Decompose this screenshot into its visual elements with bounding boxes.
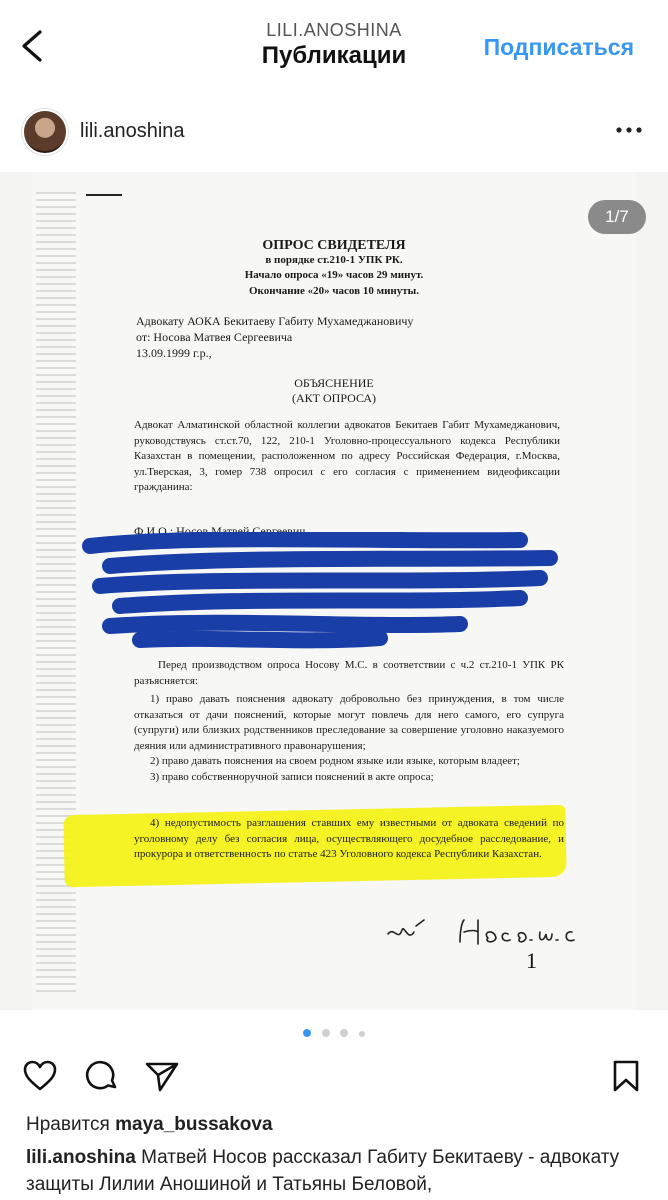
like-heart-icon[interactable]: [22, 1058, 58, 1094]
caption-text: Матвей Носов рассказал Габиту Бекитаеву - адвокату защиты Лилии Аношиной и Татьяны Беловой,: [26, 1147, 620, 1195]
doc-fio: Ф.И.О.: Носов Матвей Сергеевич: [134, 524, 306, 538]
more-options-icon[interactable]: [614, 120, 644, 140]
handwritten-signature: [384, 912, 604, 956]
doc-from: от: Носова Матвея Сергеевича: [136, 330, 293, 344]
post-image-document[interactable]: [0, 172, 668, 1010]
doc-intro-paragraph: Адвокат Алматинской областной коллегии адвокатов Бекитаев Габит Мухамеджанович, руководствуясь ст.ст.70, 122, 210-1 Уголовно-процессуального кодекса Республики Казахстан в помещении, расположенном по адресу Российская Федерация, г.Москва, ул.Тверская, 3, гомер 738 опросил с его согласия с применением видеофиксации гражданина:: [134, 419, 560, 493]
doc-addressee: Адвокату АОКА Бекитаеву Габиту Мухамеджановичу: [136, 314, 414, 328]
doc-before-paragraph: Перед производством опроса Носову М.С. в соответствии с ч.2 ст.210-1 УПК РК разъясняется:: [134, 659, 564, 687]
top-bar: [0, 0, 668, 92]
doc-start-time: Начало опроса «19» часов 29 минут.: [244, 269, 424, 281]
carousel-dot-active: [303, 1029, 311, 1037]
redaction-scribble: [80, 532, 560, 652]
doc-right-3: 3) право собственноручной записи пояснений в акте опроса;: [150, 770, 434, 783]
doc-right-1: 1) право давать пояснения адвокату добровольно без принуждения, в том числе отказаться от дачи пояснений, которые могут повлечь для него самого, его супруга (супруги) или близких родственников преследование за совершение уголовно наказуемого деяния или административного правонарушения;: [134, 693, 564, 752]
doc-right-2: 2) право давать пояснения на своем родном языке или языке, которым владеет;: [150, 755, 520, 767]
doc-page-number: 1: [526, 948, 537, 973]
carousel-dot: [322, 1029, 330, 1037]
share-send-icon[interactable]: [144, 1058, 180, 1094]
doc-heading: ОБЪЯСНЕНИЕ: [294, 376, 374, 390]
carousel-counter-badge: 1/7: [588, 200, 646, 234]
post-caption: [26, 1144, 646, 1198]
avatar[interactable]: [22, 109, 68, 155]
doc-heading-sub: (АКТ ОПРОСА): [291, 391, 377, 405]
doc-right-4-highlighted: 4) недопустимость разглашения ставших ему известными от адвоката сведений по уголовному делу без согласия лица, осуществляющего досудебное расследование, и прокурора и ответственность по статье 423 Уголовного кодекса Республики Казахстан.: [134, 817, 564, 860]
caption-username[interactable]: lili.anoshina: [26, 1147, 136, 1168]
likes-line: [26, 1114, 273, 1136]
post-actions: [0, 1052, 668, 1100]
follow-button[interactable]: Подписаться: [483, 34, 634, 60]
doc-subtitle: в порядке ст.210-1 УПК РК.: [265, 254, 403, 266]
doc-title: ОПРОС СВИДЕТЕЛЯ: [262, 238, 406, 253]
post-header: [0, 100, 668, 160]
doc-end-time: Окончание «20» часов 10 минуты.: [248, 285, 419, 297]
likes-prefix: Нравится: [26, 1114, 110, 1135]
doc-rights-list: [134, 692, 564, 785]
save-bookmark-icon[interactable]: [608, 1058, 644, 1094]
carousel-dot: [359, 1031, 365, 1037]
page-title: Публикации: [261, 42, 407, 69]
header-account-name: LILI.ANOSHINA: [266, 20, 402, 40]
carousel-dots: [0, 1024, 668, 1040]
carousel-dot: [340, 1029, 348, 1037]
likes-user-link[interactable]: maya_bussakova: [115, 1114, 273, 1135]
document-dash-mark: [86, 194, 122, 196]
doc-dob: 13.09.1999 г.р.,: [136, 346, 212, 360]
comment-bubble-icon[interactable]: [84, 1058, 120, 1094]
post-username[interactable]: lili.anoshina: [80, 120, 185, 142]
